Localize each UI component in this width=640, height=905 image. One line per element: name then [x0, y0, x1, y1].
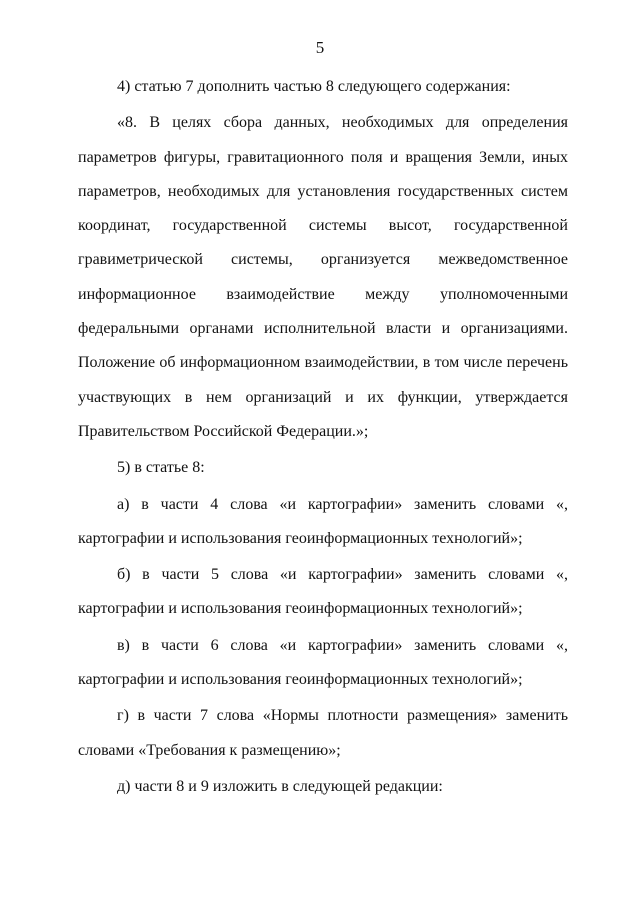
paragraph-item-4: 4) статью 7 дополнить частью 8 следующего содержания: — [117, 78, 511, 95]
paragraph-part-8-text: «8. В целях сбора данных, необходимых для определения параметров фигуры, гравитационного поля и вращения Земли, иных параметров, необходимых для установления государственных систем координат, государственной системы высот, государственной гравиметрической системы, организуется межведомственное информационное взаимодействие между уполномоченными федеральными органами исполнительной власти и организациями. Положение об информационном взаимодействии, в том числе перечень участвующих в нем организаций и их функции, утверждается Правительством Российской Федерации.»; — [78, 114, 568, 440]
page-number: 5 — [315, 38, 325, 57]
paragraph-subitem-a: а) в части 4 слова «и картографии» заменить словами «, картографии и использования геоинформационных технологий»; — [78, 495, 568, 547]
paragraph-subitem-d: д) части 8 и 9 изложить в следующей редакции: — [117, 777, 443, 795]
paragraph-subitem-v: в) в части 6 слова «и картографии» заменить словами «, картографии и использования геоинформационных технологий»; — [78, 636, 568, 689]
document-body — [78, 70, 568, 804]
paragraph-subitem-g: г) в части 7 слова «Нормы плотности размещения» заменить словами «Требования к размещению»; — [78, 707, 568, 759]
paragraph-item-5: 5) в статье 8: — [117, 459, 205, 477]
paragraph-subitem-b: б) в части 5 слова «и картографии» заменить словами «, картографии и использования геоинформационных технологий»; — [78, 566, 568, 618]
